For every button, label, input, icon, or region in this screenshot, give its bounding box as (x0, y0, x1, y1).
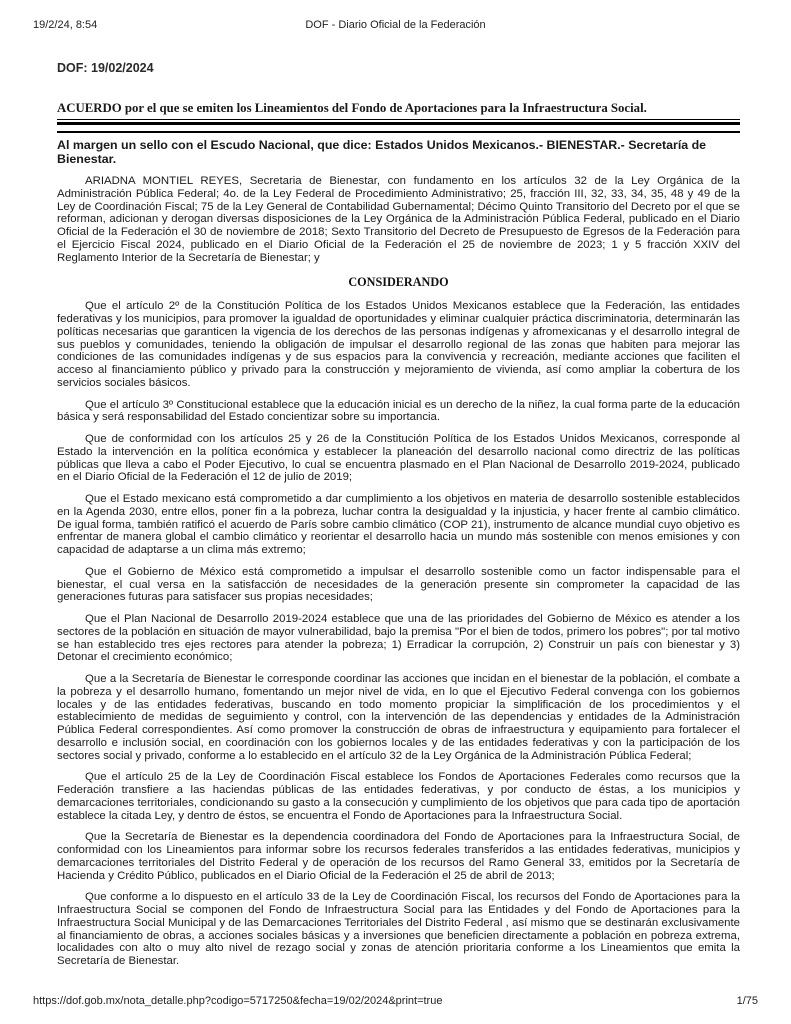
document-title: ACUERDO por el que se emiten los Lineamientos del Fondo de Aportaciones para la Infraestructura Social. (57, 101, 740, 120)
considerando-paragraph: Que el Plan Nacional de Desarrollo 2019-2024 establece que una de las prioridades del Gobierno de México es atender a los sectores de la población en situación de mayor vulnerabilidad, bajo la premisa "Por el bien de todos, primero los pobres"; por tal motivo se han establecido tres ejes rectores para atender la pobreza; 1) Erradicar la corrupción, 2) Construir un país con bienestar y 3) Detonar el crecimiento económico; (57, 613, 740, 664)
print-footer (33, 995, 758, 1007)
considerando-paragraph: Que conforme a lo dispuesto en el artículo 33 de la Ley de Coordinación Fiscal, los recursos del Fondo de Aportaciones para la Infraestructura Social se componen del Fondo de Infraestructura Social para las Entidades y del Fondo de Aportaciones para la Infraestructura Social Municipal y de las Demarcaciones Territoriales del Distrito Federal , así mismo que se destinarán exclusivamente al financiamiento de obras, a acciones sociales básicas y a inversiones que beneficien directamente a población en pobreza extrema, localidades con alto o muy alto nivel de rezago social y zonas de atención prioritaria conforme a los Lineamientos que emita la Secretaría de Bienestar. (57, 891, 740, 967)
considerando-paragraph: Que a la Secretaría de Bienestar le corresponde coordinar las acciones que incidan en el bienestar de la población, el combate a la pobreza y el desarrollo humano, fomentando un mejor nivel de vida, en lo que el Ejecutivo Federal convenga con los gobiernos locales y de las entidades federativas, buscando en todo momento propiciar la simplificación de los procedimientos y el establecimiento de medidas de seguimiento y control, con la intervención de las dependencias y entidades de la Administración Pública Federal correspondientes. Así como promover la construcción de obras de infraestructura y equipamiento para fortalecer el desarrollo e inclusión social, en coordinación con los gobiernos locales y de las entidades federativas y con la participación de los sectores social y privado, conforme a lo establecido en el artículo 32 de la Ley Orgánica de la Administración Pública Federal; (57, 673, 740, 762)
doc-date-line: DOF: 19/02/2024 (57, 61, 154, 75)
considerando-paragraph: Que de conformidad con los artículos 25 y 26 de la Constitución Política de los Estados Unidos Mexicanos, corresponde al Estado la intervención en la política económica y establecer la planeación del desarrollo nacional como directriz de las políticas públicas que lleva a cabo el Poder Ejecutivo, lo cual se encuentra plasmado en el Plan Nacional de Desarrollo 2019-2024, publicado en el Diario Oficial de la Federación el 12 de julio de 2019; (57, 433, 740, 484)
document-body (57, 61, 740, 977)
considerando-paragraph: Que el Estado mexicano está comprometido a dar cumplimiento a los objetivos en materia de desarrollo sostenible establecidos en la Agenda 2030, entre ellos, poner fin a la pobreza, luchar contra la desigualdad y la injusticia, y hacer frente al cambio climático. De igual forma, también ratificó el acuerdo de París sobre cambio climático (COP 21), instrumento de alcance mundial cuyo objetivo es enfrentar de manera global el cambio climático y reorientar el desarrollo hacia un mundo más sostenible con menos emisiones y con capacidad de adaptarse a un clima más extremo; (57, 493, 740, 556)
title-divider-thick (57, 122, 740, 125)
considerando-paragraph: Que el artículo 3º Constitucional establece que la educación inicial es un derecho de la niñez, la cual forma parte de la educación básica y será responsabilidad del Estado concientizar sobre su importancia. (57, 398, 740, 424)
margin-seal-line: Al margen un sello con el Escudo Nacional, que dice: Estados Unidos Mexicanos.- BIENESTAR.- Secretaría de Bienestar. (57, 138, 707, 166)
print-footer-url: https://dof.gob.mx/nota_detalle.php?codigo=5717250&fecha=19/02/2024&print=true (33, 995, 443, 1007)
print-header-datetime: 19/2/24, 8:54 (33, 19, 98, 31)
intro-paragraph: ARIADNA MONTIEL REYES, Secretaria de Bienestar, con fundamento en los artículos 32 de la Ley Orgánica de la Administración Pública Federal; 4o. de la Ley Federal de Procedimiento Administrativo; 25, fracción III, 32, 33, 34, 35, 48 y 49 de la Ley de Coordinación Fiscal; 75 de la Ley General de Contabilidad Gubernamental; Décimo Quinto Transitorio del Decreto por el que se reforman, adicionan y derogan diversas disposiciones de la Ley Orgánica de la Administración Pública Federal, publicado en el Diario Oficial de la Federación el 30 de noviembre de 2018; Sexto Transitorio del Decreto de Presupuesto de Egresos de la Federación para el Ejercicio Fiscal 2024, publicado en el Diario Oficial de la Federación el 25 de noviembre de 2023; 1 y 5 fracción XXIV del Reglamento Interior de la Secretaría de Bienestar; y (57, 175, 740, 264)
considerando-paragraph: Que el artículo 25 de la Ley de Coordinación Fiscal establece los Fondos de Aportaciones Federales como recursos que la Federación transfiere a las haciendas públicas de las entidades federativas, y por conducto de éstas, a los municipios y demarcaciones territoriales, condicionando su gasto a la consecución y cumplimiento de los objetivos que para cada tipo de aportación establece la citada Ley, y dentro de éstos, se encuentra el Fondo de Aportaciones para la Infraestructura Social. (57, 771, 740, 822)
considerando-paragraph: Que el artículo 2º de la Constitución Política de los Estados Unidos Mexicanos establece que la Federación, las entidades federativas y los municipios, para promover la igualdad de oportunidades y eliminar cualquier práctica discriminatoria, determinarán las políticas necesarias que garanticen la vigencia de los derechos de las personas indígenas y afromexicanas y el desarrollo integral de sus pueblos y comunidades, teniendo la obligación de impulsar el desarrollo regional de las zonas que habiten para mejorar las condiciones de las comunidades indígenas y de sus espacios para la convivencia y recreación, mediante acciones que faciliten el acceso al financiamiento público y privado para la construcción y mejoramiento de vivienda, así como ampliar la cobertura de los servicios sociales básicos. (57, 300, 740, 389)
print-header-title: DOF - Diario Oficial de la Federación (305, 19, 486, 31)
title-divider-thin (57, 131, 740, 133)
considerando-paragraph: Que el Gobierno de México está comprometido a impulsar el desarrollo sostenible como un factor indispensable para el bienestar, el cual versa en la satisfacción de necesidades de la generación presente sin comprometer la capacidad de las generaciones futuras para satisfacer sus propias necesidades; (57, 565, 740, 604)
considerando-heading: CONSIDERANDO (348, 275, 449, 290)
considerando-paragraph: Que la Secretaría de Bienestar es la dependencia coordinadora del Fondo de Aportaciones para la Infraestructura Social, de conformidad con los Lineamientos para informar sobre los recursos federales transferidos a las entidades federativas, municipios y demarcaciones territoriales del Distrito Federal y de operación de los recursos del Ramo General 33, emitidos por la Secretaría de Hacienda y Crédito Público, publicados en el Diario Oficial de la Federación el 25 de abril de 2013; (57, 831, 740, 882)
print-footer-page-indicator: 1/75 (736, 995, 758, 1007)
